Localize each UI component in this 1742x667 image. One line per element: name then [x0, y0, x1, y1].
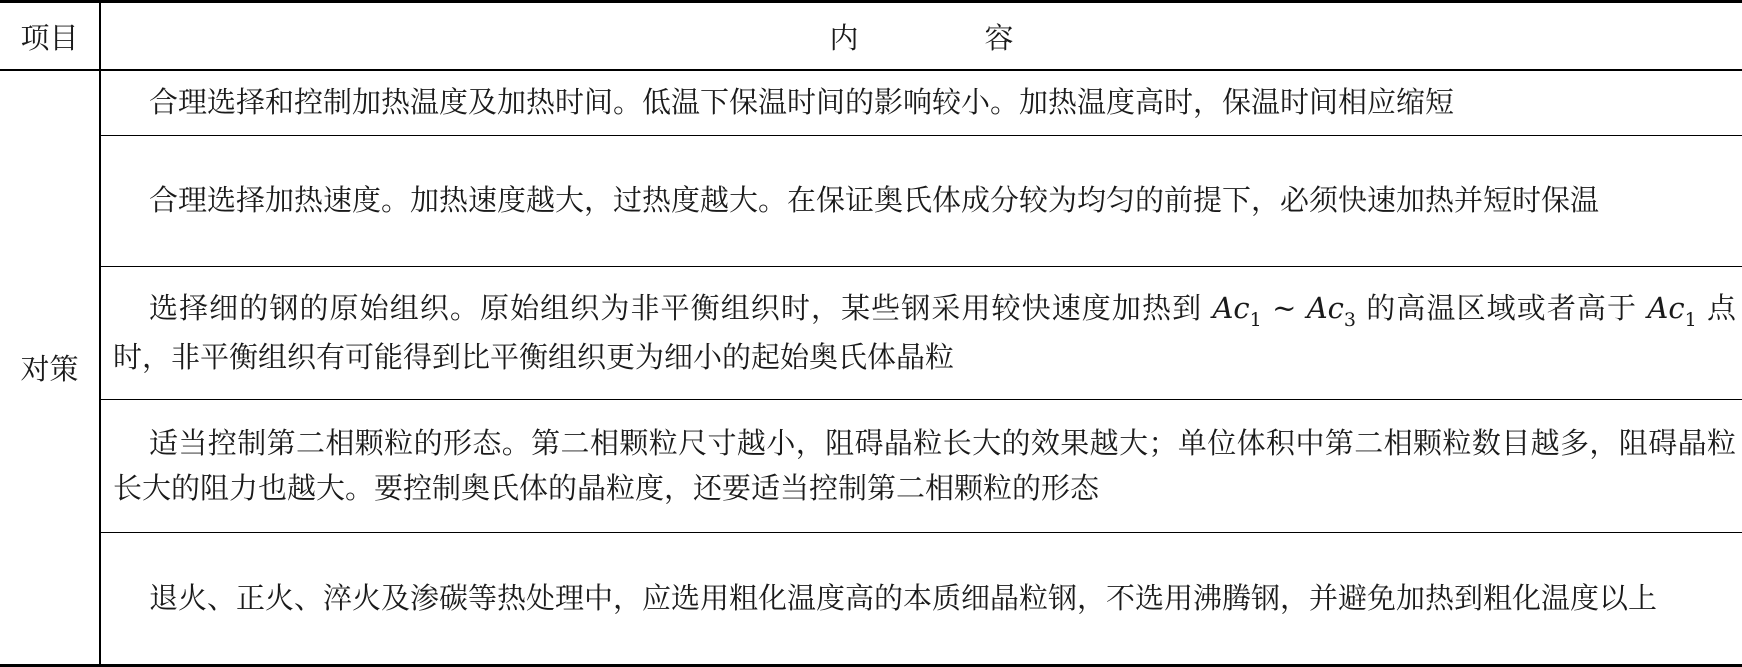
row-text [113, 286, 1736, 380]
row-text: 退火、正火、淬火及渗碳等热处理中，应选用粗化温度高的本质细晶粒钢，不选用沸腾钢，并避免加热到粗化温度以上 [149, 580, 1658, 615]
header-item: 项目 [0, 2, 100, 71]
ac-subscript: 1 [1249, 308, 1262, 331]
ac-symbol: Ac [1212, 290, 1250, 325]
row-text: 适当控制第二相颗粒的形态。第二相颗粒尺寸越小，阻碍晶粒长大的效果越大；单位体积中第二相颗粒数目越多，阻碍晶粒长大的阻力也越大。要控制奥氏体的晶粒度，还要适当控制第二相颗粒的形态 [113, 425, 1736, 505]
header-content [100, 2, 1742, 71]
row-text: 合理选择加热速度。加热速度越大，过热度越大。在保证奥氏体成分较为均匀的前提下，必须快速加热并短时保温 [149, 183, 1600, 217]
header-content-label: 内容 [829, 20, 1140, 55]
row-text-part: 点时，非平衡组织有可能得到比平衡组织更为细小的起始奥氏体晶粒 [113, 290, 1736, 374]
ac-subscript: 1 [1684, 308, 1697, 331]
content-cell-5 [100, 532, 1742, 665]
content-cell-4 [100, 399, 1742, 532]
table-row [0, 532, 1742, 665]
row-text: 合理选择和控制加热温度及加热时间。低温下保温时间的影响较小。加热温度高时，保温时间相应缩短 [149, 85, 1455, 120]
ac-symbol: Ac [1306, 290, 1344, 325]
table-row [0, 266, 1742, 399]
table-row [0, 135, 1742, 266]
row-text-part: 的高温区域或者高于 [1355, 290, 1648, 325]
table-header-row [0, 2, 1742, 71]
ac-subscript: 3 [1343, 308, 1356, 331]
table-row [0, 399, 1742, 532]
tilde-separator: ~ [1261, 290, 1307, 325]
category-cell: 对策 [0, 70, 100, 665]
row-text-part: 选择细的钢的原始组织。原始组织为非平衡组织时，某些钢采用较快速度加热到 [149, 290, 1213, 325]
content-cell-2 [100, 135, 1742, 266]
table-row [0, 70, 1742, 135]
ac-symbol: Ac [1647, 290, 1685, 325]
content-cell-1 [100, 70, 1742, 135]
content-cell-3 [100, 266, 1742, 399]
